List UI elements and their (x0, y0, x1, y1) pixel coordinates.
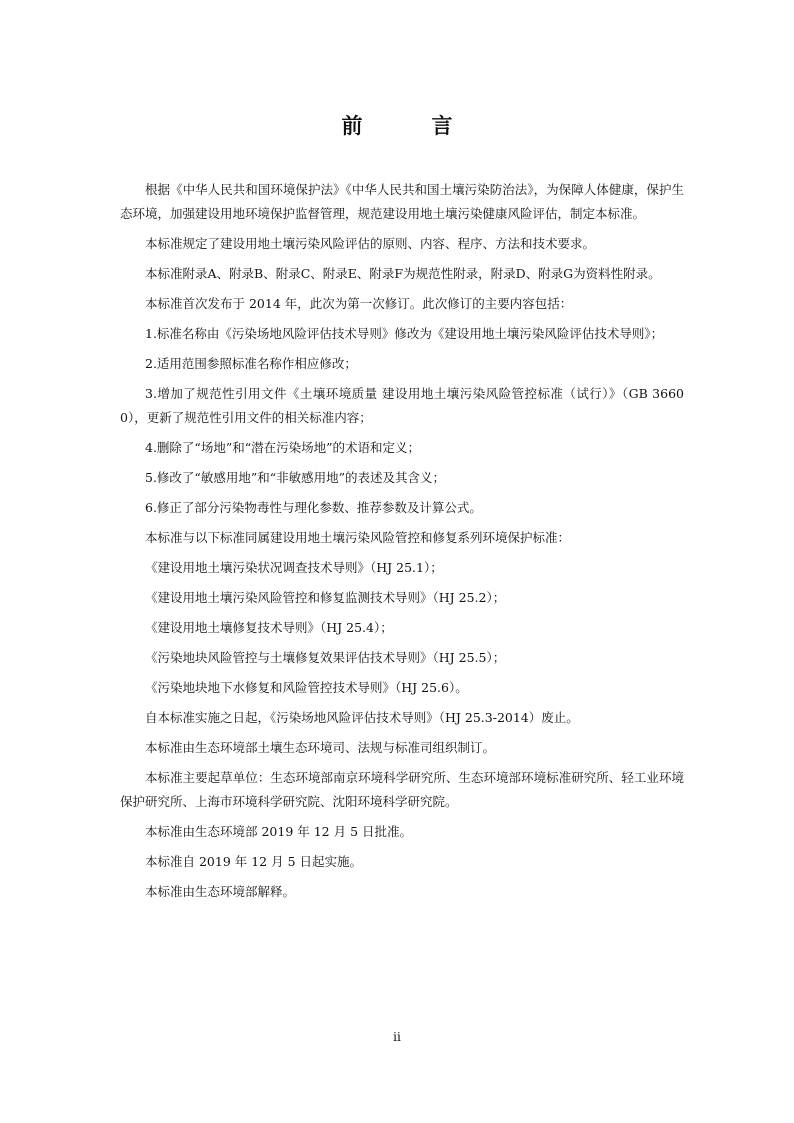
paragraph-series-intro: 本标准与以下标准同属建设用地土壤污染风险管控和修复系列环境保护标准： (145, 530, 571, 545)
revision-item-2: 2.适用范围参照标准名称作相应修改； (145, 356, 357, 371)
revision-item-4: 4.删除了“场地”和“潜在污染场地”的术语和定义； (145, 440, 420, 455)
paragraph-approval-date: 本标准由生态环境部 2019 年 12 月 5 日批准。 (145, 824, 413, 839)
series-standard-hj-25-5: 《污染地块风险管控与土壤修复效果评估技术导则》（HJ 25.5）； (145, 650, 506, 665)
page-title: 前 言 (341, 114, 477, 138)
document-body (120, 178, 684, 910)
revision-item-1: 1.标准名称由《污染场地风险评估技术导则》修改为《建设用地土壤污染风险评估技术导则》； (145, 326, 664, 341)
revision-item-6: 6.修正了部分污染物毒性与理化参数、推荐参数及计算公式。 (145, 500, 482, 515)
revision-item-5: 5.修改了“敏感用地”和“非敏感用地”的表述及其含义； (145, 470, 445, 485)
series-standard-hj-25-2: 《建设用地土壤污染风险管控和修复监测技术导则》（HJ 25.2）； (145, 590, 506, 605)
paragraph-interpretation: 本标准由生态环境部解释。 (145, 884, 296, 899)
paragraph-legal-basis: 根据《中华人民共和国环境保护法》《中华人民共和国土壤污染防治法》，为保障人体健康，保护生态环境，加强建设用地环境保护监督管理，规范建设用地土壤污染健康风险评估，制定本标准。 (120, 182, 684, 221)
paragraph-effective-date: 本标准自 2019 年 12 月 5 日起实施。 (145, 854, 363, 869)
paragraph-scope: 本标准规定了建设用地土壤污染风险评估的原则、内容、程序、方法和技术要求。 (145, 236, 596, 251)
paragraph-appendices: 本标准附录A、附录B、附录C、附录E、附录F为规范性附录，附录D、附录G为资料性附录。 (145, 266, 661, 281)
series-standard-hj-25-6: 《污染地块地下水修复和风险管控技术导则》（HJ 25.6）。 (145, 680, 468, 695)
paragraph-revision-intro: 本标准首次发布于 2014 年，此次为第一次修订。此次修订的主要内容包括： (145, 296, 573, 311)
paragraph-abolition: 自本标准实施之日起，《污染场地风险评估技术导则》（HJ 25.3-2014）废止。 (145, 710, 579, 725)
page-number: ii (393, 1030, 401, 1044)
series-standard-hj-25-4: 《建设用地土壤修复技术导则》（HJ 25.4）； (145, 620, 393, 635)
paragraph-drafting-units: 本标准主要起草单位：生态环境部南京环境科学研究所、生态环境部环境标准研究所、轻工业环境保护研究所、上海市环境科学研究院、沈阳环境科学研究院。 (120, 770, 684, 809)
revision-item-3: 3.增加了规范性引用文件《土壤环境质量 建设用地土壤污染风险管控标准（试行）》（GB 36600），更新了规范性引用文件的相关标准内容； (120, 386, 684, 425)
series-standard-hj-25-1: 《建设用地土壤污染状况调查技术导则》（HJ 25.1）； (145, 560, 443, 575)
paragraph-organizer: 本标准由生态环境部土壤生态环境司、法规与标准司组织制订。 (145, 740, 496, 755)
